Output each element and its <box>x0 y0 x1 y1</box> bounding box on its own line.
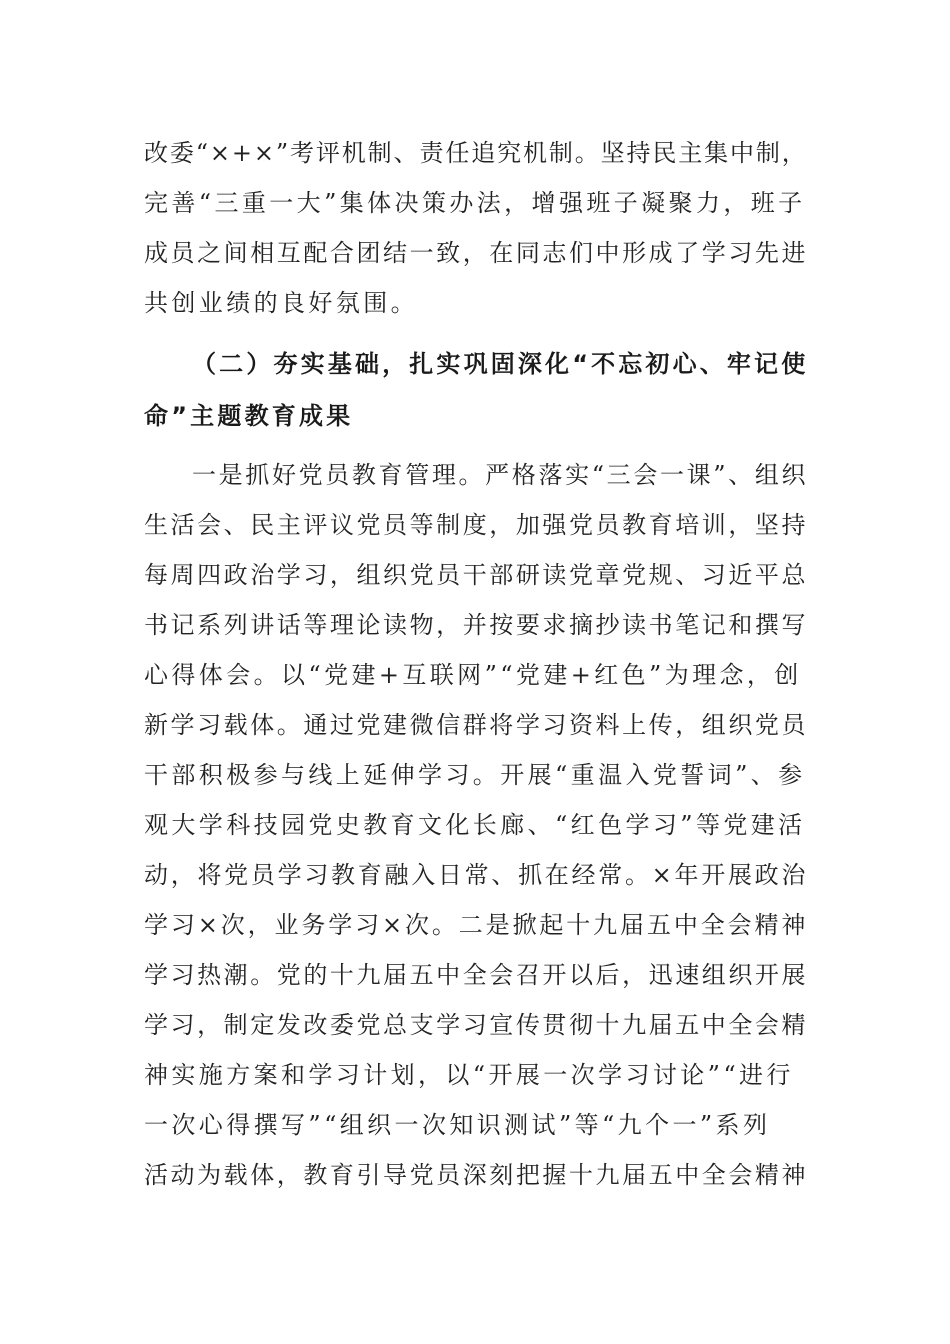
paragraph-line: 学习×次，业务学习×次。二是掀起十九届五中全会精神 <box>144 911 809 939</box>
paragraph-line: 共创业绩的良好氛围。 <box>144 289 418 317</box>
paragraph-line: 心得体会。以“党建+互联网”“党建+红色”为理念，创 <box>144 661 802 689</box>
paragraph-line: 干部积极参与线上延伸学习。开展“重温入党誓词”、参 <box>144 761 806 789</box>
paragraph-line: 学习热潮。党的十九届五中全会召开以后，迅速组织开展 <box>144 961 808 989</box>
heading-line: 命”主题教育成果 <box>144 402 354 430</box>
paragraph-line: 改委“×+×”考评机制、责任追究机制。坚持民主集中制， <box>144 139 808 167</box>
paragraph-line: 生活会、民主评议党员等制度，加强党员教育培训，坚持 <box>144 511 808 539</box>
paragraph-line: 动，将党员学习教育融入日常、抓在经常。×年开展政治 <box>144 861 809 889</box>
heading-line: （二）夯实基础，扎实巩固深化“不忘初心、牢记使 <box>192 350 809 378</box>
paragraph-line: 学习，制定发改委党总支学习宣传贯彻十九届五中全会精 <box>144 1011 808 1039</box>
paragraph-line: 每周四政治学习，组织党员干部研读党章党规、习近平总 <box>144 561 808 589</box>
paragraph-line: 新学习载体。通过党建微信群将学习资料上传，组织党员 <box>144 711 808 739</box>
paragraph-line: 书记系列讲话等理论读物，并按要求摘抄读书笔记和撰写 <box>144 611 808 639</box>
paragraph-line: 观大学科技园党史教育文化长廊、“红色学习”等党建活 <box>144 811 806 839</box>
paragraph-line: 神实施方案和学习计划，以“开展一次学习讨论”“进行 <box>144 1061 794 1089</box>
paragraph-line: 一次心得撰写”“组织一次知识测试”等“九个一”系列 <box>144 1111 771 1139</box>
paragraph-line: 成员之间相互配合团结一致，在同志们中形成了学习先进 <box>144 239 808 267</box>
paragraph-line: 完善“三重一大”集体决策办法，增强班子凝聚力，班子 <box>144 189 806 217</box>
paragraph-line: 活动为载体，教育引导党员深刻把握十九届五中全会精神 <box>144 1161 808 1189</box>
paragraph-continuation <box>144 128 808 328</box>
paragraph-main <box>144 450 808 1200</box>
section-heading <box>144 338 808 442</box>
paragraph-line: 一是抓好党员教育管理。严格落实“三会一课”、组织 <box>192 461 809 489</box>
